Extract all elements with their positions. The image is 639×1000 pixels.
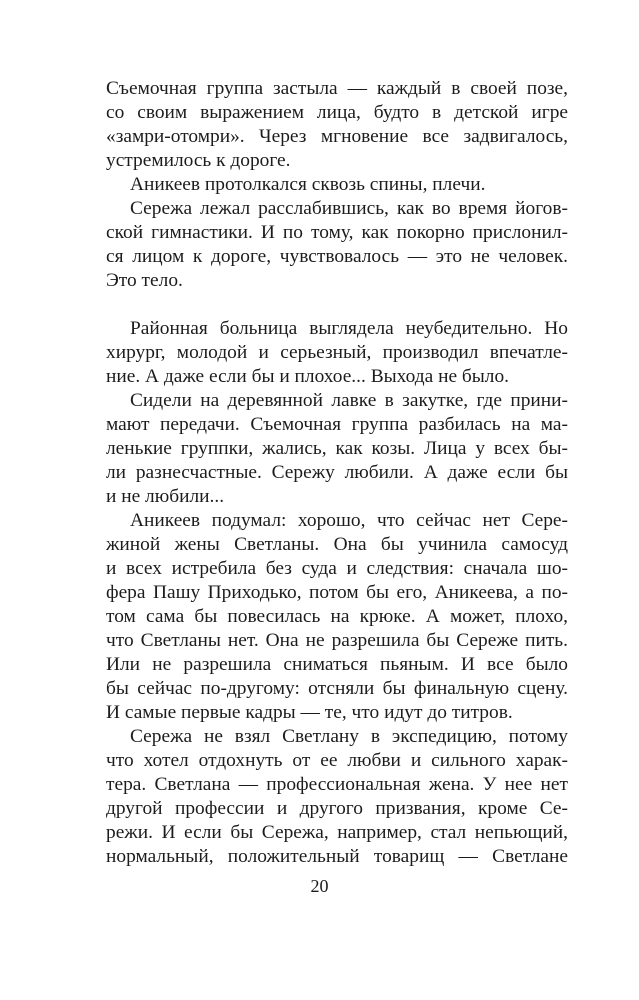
text-line: мают передачи. Съемочная группа разбилась на ма- [106, 414, 568, 435]
text-line: режи. И если бы Сережа, например, стал непьющий, [106, 822, 568, 843]
text-line: со своим выражением лица, будто в детской игре [106, 102, 568, 123]
text-line: ли разнесчастные. Сережу любили. А даже если бы [106, 462, 568, 483]
text-line: Районная больница выглядела неубедительно. Но [130, 318, 568, 339]
text-line: и всех истребила без суда и следствия: сначала шо- [106, 558, 568, 579]
text-line: ской гимнастики. И по тому, как покорно прислонил- [106, 222, 568, 243]
text-line: фера Пашу Приходько, потом бы его, Аникеева, а по- [106, 582, 568, 603]
text-line: ние. А даже если бы и плохое... Выхода не было. [106, 366, 510, 387]
text-line: нормальный, положительный товарищ — Светлане [106, 846, 568, 867]
text-line: Сережа не взял Светлану в экспедицию, потому [130, 726, 568, 747]
text-line: Аникеев протолкался сквозь спины, плечи. [130, 174, 486, 195]
text-line: «замри-отомри». Через мгновение все задвигалось, [106, 126, 568, 147]
text-line: Съемочная группа застыла — каждый в своей позе, [106, 78, 568, 99]
text-section-2 [106, 317, 568, 869]
text-line: и не любили... [106, 486, 225, 507]
text-line: ленькие группки, жались, как козы. Лица у всех бы- [106, 438, 568, 459]
text-line: устремилось к дороге. [106, 150, 291, 171]
text-line: Сережа лежал расслабившись, как во время йогов- [130, 198, 568, 219]
text-line: жиной жены Светланы. Она бы учинила самосуд [106, 534, 568, 555]
text-line: И самые первые кадры — те, что идут до титров. [106, 702, 513, 723]
text-line: ся лицом к дороге, чувствовалось — это не человек. [106, 246, 568, 267]
text-line: Или не разрешила сниматься пьяным. И все было [106, 654, 568, 675]
text-line: Аникеев подумал: хорошо, что сейчас нет Сере- [130, 510, 568, 531]
text-section-1 [106, 77, 568, 293]
text-line: бы сейчас по-другому: отсняли бы финальную сцену. [106, 678, 568, 699]
text-line: что хотел отдохнуть от ее любви и сильного харак- [106, 750, 568, 771]
text-line: том сама бы повесилась на крюке. А может, плохо, [106, 606, 568, 627]
text-line: другой профессии и другого призвания, кроме Се- [106, 798, 568, 819]
text-line: что Светланы нет. Она не разрешила бы Сереже пить. [106, 630, 568, 651]
text-line: Это тело. [106, 270, 183, 291]
text-line: хирург, молодой и серьезный, производил впечатле- [106, 342, 568, 363]
page-number: 20 [310, 876, 329, 896]
text-line: тера. Светлана — профессиональная жена. У нее нет [106, 774, 568, 795]
text-line: Сидели на деревянной лавке в закутке, где прини- [130, 390, 568, 411]
